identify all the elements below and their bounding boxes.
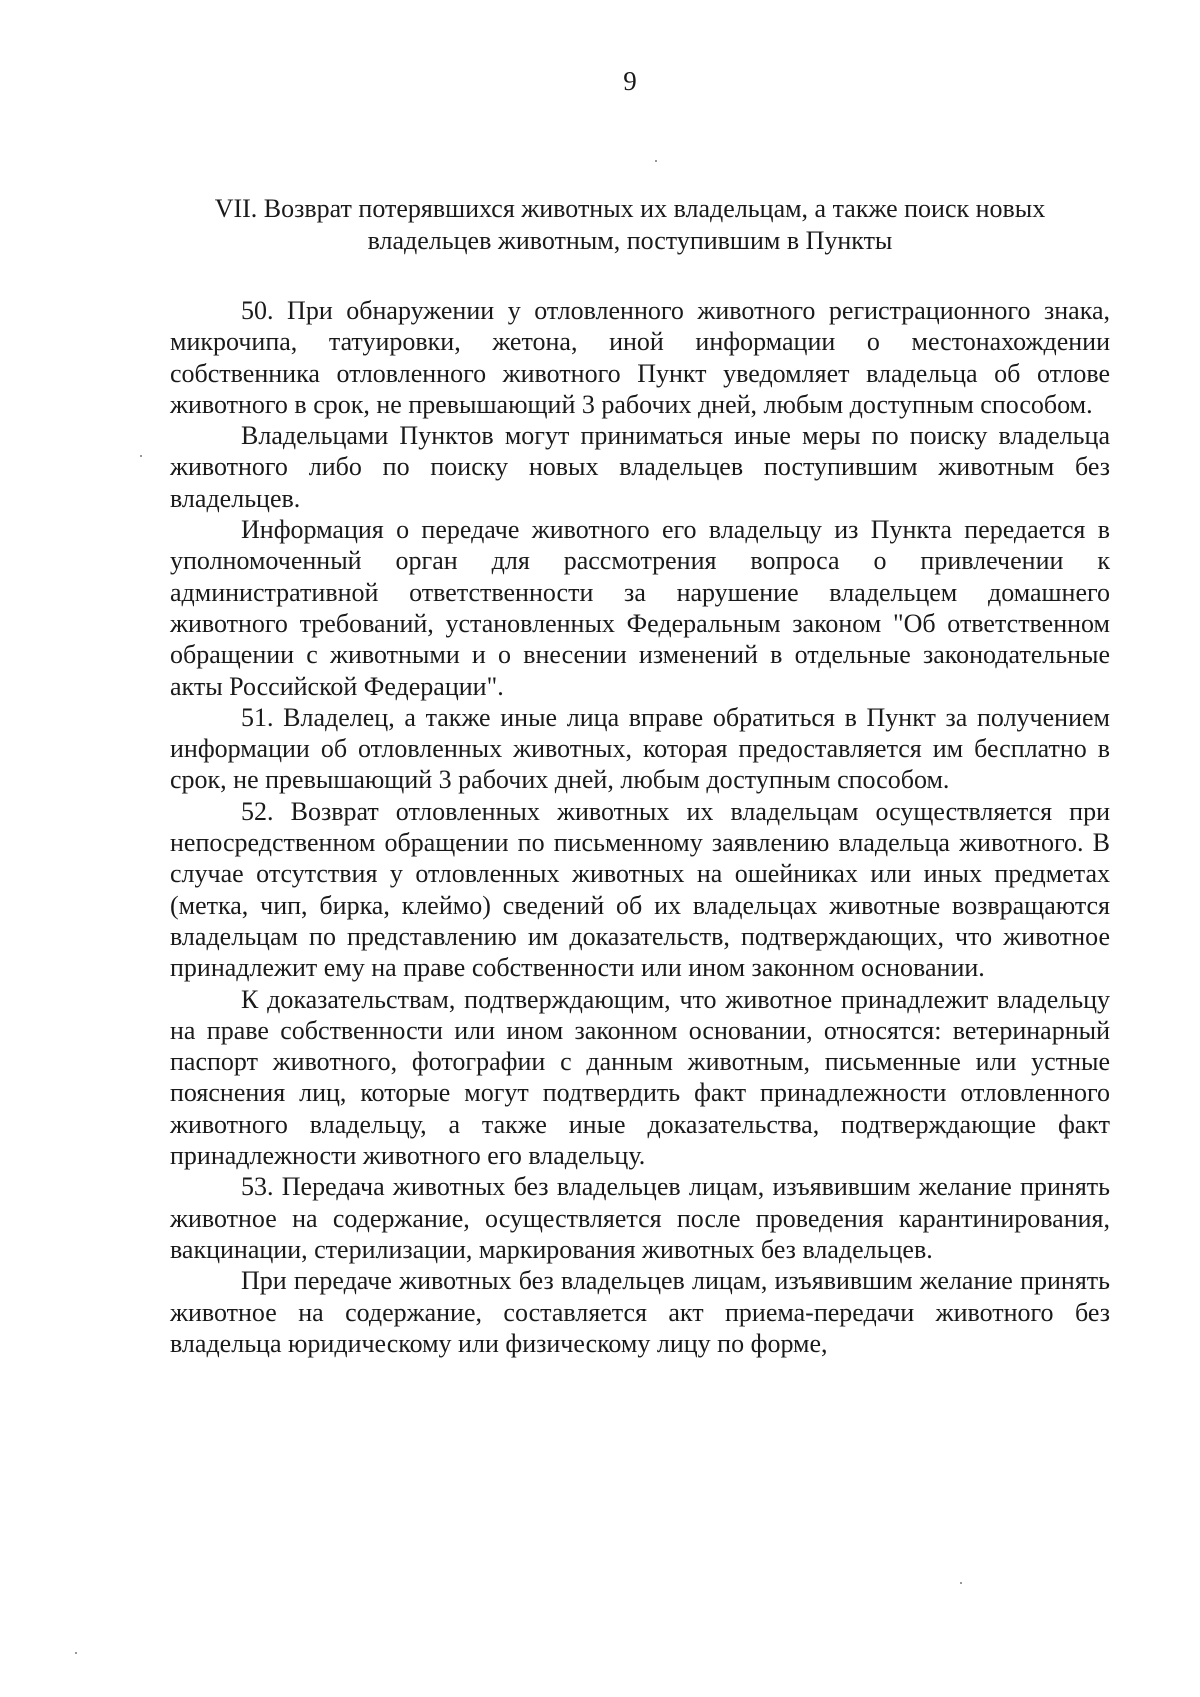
paragraph-evidence: К доказательствам, подтверждающим, что животное принадлежит владельцу на праве собственности или ином законном основании, относятся: ветеринарный паспорт животного, фотографии с данным животным, письменные или устные пояснения лиц, которые могут подтвердить факт принадлежности отловленного животного владельцу, а также иные доказательства, подтверждающие факт принадлежности животного его владельцу. xyxy=(170,984,1110,1171)
paragraph-item-51: 51. Владелец, а также иные лица вправе обратиться в Пункт за получением информации об отловленных животных, которая предоставляется им бесплатно в срок, не превышающий 3 рабочих дней, любым доступным способом. xyxy=(170,702,1110,795)
scan-speck xyxy=(960,1582,962,1584)
section-title-line-2: владельцев животным, поступившим в Пункты xyxy=(367,226,893,255)
paragraph-item-52: 52. Возврат отловленных животных их владельцам осуществляется при непосредственном обращении по письменному заявлению владельца животного. В случае отсутствия у отловленных животных на ошейниках или иных предметах (метка, чип, бирка, клеймо) сведений об их владельцах животные возвращаются владельцам по представлению им доказательств, подтверждающих, что животное принадлежит ему на праве собственности или ином законном основании. xyxy=(170,796,1110,983)
body-text xyxy=(170,295,1110,1359)
scan-speck xyxy=(140,455,142,457)
paragraph-item-53: 53. Передача животных без владельцев лицам, изъявившим желание принять животное на содержание, осуществляется после проведения карантинирования, вакцинации, стерилизации, маркирования животных без владельцев. xyxy=(170,1172,1110,1264)
paragraph-other-measures: Владельцами Пунктов могут приниматься иные меры по поиску владельца животного либо по поиску новых владельцев поступившим животным без владельцев. xyxy=(170,421,1110,513)
section-title-line-1: VII. Возврат потерявшихся животных их владельцам, а также поиск новых xyxy=(214,194,1046,223)
paragraph-item-50: 50. При обнаружении у отловленного животного регистрационного знака, микрочипа, татуировки, жетона, иной информации о местонахождении собственника отловленного животного Пункт уведомляет владельца об отлове животного в срок, не превышающий 3 рабочих дней, любым доступным способом. xyxy=(170,296,1110,419)
paragraph-information-transfer: Информация о передаче животного его владельцу из Пункта передается в уполномоченный орган для рассмотрения вопроса о привлечении к административной ответственности за нарушение владельцем домашнего животного требований, установленных Федеральным законом "Об ответственном обращении с животными и о внесении изменений в отдельные законодательные акты Российской Федерации". xyxy=(170,515,1110,701)
page-number: 9 xyxy=(623,66,637,96)
section-title xyxy=(150,193,1110,257)
paragraph-transfer-act: При передаче животных без владельцев лицам, изъявившим желание принять животное на содержание, составляется акт приема-передачи животного без владельца юридическому или физическому лицу по форме, xyxy=(170,1266,1110,1358)
scan-speck xyxy=(75,1652,77,1654)
scan-speck xyxy=(655,160,657,162)
